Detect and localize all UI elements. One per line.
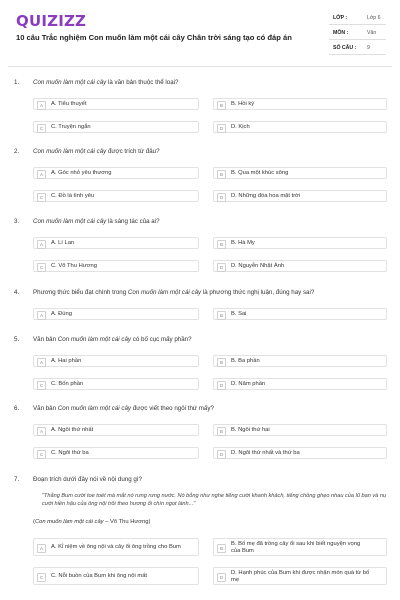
option-letter: D <box>217 450 226 459</box>
stem-italic: Con muốn làm một cái cây <box>33 218 107 225</box>
option-c[interactable] <box>33 447 199 459</box>
option-d[interactable] <box>213 260 387 272</box>
option-letter: A <box>37 358 46 367</box>
option-a[interactable] <box>33 308 199 320</box>
question-number: 6. <box>14 405 20 412</box>
option-a[interactable] <box>33 98 199 110</box>
meta-row-grade <box>329 11 386 25</box>
option-b[interactable] <box>213 98 387 110</box>
question-stem <box>33 148 383 155</box>
option-a[interactable] <box>33 424 199 436</box>
meta-value: Văn <box>367 30 377 36</box>
stem-italic: Con muốn làm một cái cây <box>33 148 107 155</box>
stem-rest: được viết theo ngôi thứ mấy? <box>131 405 214 412</box>
option-d[interactable] <box>213 447 387 459</box>
option-text: B. Ngôi thứ hai <box>231 427 270 434</box>
option-c[interactable] <box>33 378 199 390</box>
worksheet-title: 10 câu Trắc nghiệm Con muốn làm một cái cây Chân trời sáng tạo có đáp án <box>16 33 292 42</box>
option-letter: A <box>37 427 46 436</box>
question-number: 1. <box>14 79 20 86</box>
stem-italic: Con muốn làm một cái cây <box>127 289 202 296</box>
option-text: C. Đồ lá tình yêu <box>51 193 95 200</box>
option-letter: A <box>37 240 46 249</box>
option-text: B. Hồi ký <box>231 101 255 108</box>
option-text: B. Ba phần <box>231 358 260 365</box>
quizizz-logo: QUIZIZZ <box>16 12 87 30</box>
source-italic: Con muốn làm một cái cây <box>34 519 104 525</box>
option-d[interactable] <box>213 121 387 133</box>
option-text: B. Bố mẹ đã trồng cây ổi sau khi biết nguyện vọng của Bum <box>231 541 361 554</box>
question-number: 5. <box>14 336 20 343</box>
option-letter: D <box>217 193 226 202</box>
option-letter: B <box>217 240 226 249</box>
stem-pre: Văn bản <box>33 336 58 343</box>
option-letter: B <box>217 101 226 110</box>
option-b[interactable] <box>213 237 387 249</box>
option-text: A. Góc nhỏ yêu thương <box>51 170 112 177</box>
option-letter: D <box>217 381 226 390</box>
meta-value: 9 <box>367 45 370 51</box>
option-d[interactable] <box>213 378 387 390</box>
option-text: D. Hạnh phúc của Bum khi được nhận món quà từ bố mẹ <box>231 570 370 583</box>
question-stem <box>33 79 383 86</box>
meta-key: MÔN : <box>333 30 349 36</box>
option-text: D. Nguyễn Nhật Ánh <box>231 263 285 270</box>
option-letter: D <box>217 124 226 133</box>
meta-value: Lớp 6 <box>367 15 381 21</box>
option-text: D. Ngôi thứ nhất và thứ ba <box>231 450 300 457</box>
option-text: A. Lí Lan <box>51 240 75 247</box>
excerpt-quote: "Thằng Bum cười toe toét mà mắt nó rưng rưng nước. Nó bỗng như nghe tiếng cười khanh khách, tiếng chồng ghẹo nhau của lũ bạn và nụ cười hiền hậu của ông nội trôi theo hương ổi chín ngọt lành..." <box>42 493 387 507</box>
option-a[interactable] <box>33 538 199 556</box>
source-pre: ( <box>33 519 35 525</box>
option-letter: B <box>217 311 226 320</box>
option-c[interactable] <box>33 260 199 272</box>
option-letter: B <box>217 544 226 553</box>
stem-pre: Văn bản <box>33 405 58 412</box>
option-text: D. Năm phần <box>231 381 266 388</box>
stem-rest: có bố cục mấy phần? <box>131 336 192 343</box>
option-a[interactable] <box>33 167 199 179</box>
stem-rest: là văn bản thuộc thể loại? <box>106 79 179 86</box>
option-c[interactable] <box>33 567 199 585</box>
stem-italic: Con muốn làm một cái cây <box>57 405 132 412</box>
option-text: A. Hai phần <box>51 358 82 365</box>
option-letter: C <box>37 450 46 459</box>
question-number: 2. <box>14 148 20 155</box>
option-b[interactable] <box>213 355 387 367</box>
meta-panel <box>329 11 386 57</box>
option-text: C. Võ Thu Hương <box>51 263 97 270</box>
question-number: 7. <box>14 476 20 483</box>
option-letter: A <box>37 544 46 553</box>
stem-rest: là sáng tác của ai? <box>106 218 160 225</box>
option-c[interactable] <box>33 121 199 133</box>
option-text: B. Hà My <box>231 240 255 247</box>
option-letter: A <box>37 101 46 110</box>
option-letter: C <box>37 573 46 582</box>
option-letter: C <box>37 381 46 390</box>
question-stem <box>33 405 383 412</box>
option-b[interactable] <box>213 308 387 320</box>
option-text: C. Ngôi thứ ba <box>51 450 89 457</box>
option-letter: A <box>37 170 46 179</box>
option-b[interactable] <box>213 538 387 556</box>
option-text: B. Sai <box>231 311 247 318</box>
option-text: C. Bốn phần <box>51 381 84 388</box>
stem-italic: Con muốn làm một cái cây <box>33 79 107 86</box>
option-text: A. Tiểu thuyết <box>51 101 87 108</box>
option-letter: D <box>217 263 226 272</box>
option-d[interactable] <box>213 567 387 585</box>
stem-italic: Con muốn làm một cái cây <box>57 336 132 343</box>
option-letter: C <box>37 124 46 133</box>
option-text: D. Những đóa hoa mặt trời <box>231 193 301 200</box>
question-stem <box>33 289 383 296</box>
stem-rest: được trích từ đâu? <box>106 148 160 155</box>
option-text: A. Kỉ niệm về ông nội và cây ổi ông trồng cho Bum <box>51 544 181 550</box>
option-a[interactable] <box>33 237 199 249</box>
option-text: B. Qua một khúc sông <box>231 170 289 177</box>
option-letter: B <box>217 170 226 179</box>
option-text: C. Nỗi buồn của Bum khi ông nội mất <box>51 573 148 579</box>
meta-row-count <box>329 41 386 55</box>
meta-key: LỚP : <box>333 15 348 21</box>
option-letter: C <box>37 263 46 272</box>
option-text: C. Truyện ngắn <box>51 124 91 131</box>
meta-row-subject <box>329 26 386 40</box>
option-text: A. Ngôi thứ nhất <box>51 427 94 434</box>
option-a[interactable] <box>33 355 199 367</box>
question-number: 4. <box>14 289 20 296</box>
header-divider <box>8 66 392 67</box>
stem-pre: Phương thức biểu đạt chính trong <box>33 289 128 296</box>
option-b[interactable] <box>213 167 387 179</box>
option-text: A. Đúng <box>51 311 72 318</box>
option-c[interactable] <box>33 190 199 202</box>
excerpt-source <box>33 519 150 525</box>
option-d[interactable] <box>213 190 387 202</box>
option-letter: A <box>37 311 46 320</box>
question-stem <box>33 336 383 343</box>
question-stem <box>33 218 383 225</box>
stem-rest: là phương thức nghị luận, đúng hay sai? <box>201 289 315 296</box>
option-letter: B <box>217 358 226 367</box>
option-text: D. Kịch <box>231 124 250 131</box>
option-letter: D <box>217 573 226 582</box>
option-b[interactable] <box>213 424 387 436</box>
meta-key: SỐ CÂU : <box>333 45 357 51</box>
source-rest: – Võ Thu Hương) <box>103 519 151 525</box>
question-number: 3. <box>14 218 20 225</box>
question-stem: Đoạn trích dưới đây nói về nội dung gì? <box>33 476 142 483</box>
option-letter: C <box>37 193 46 202</box>
option-letter: B <box>217 427 226 436</box>
